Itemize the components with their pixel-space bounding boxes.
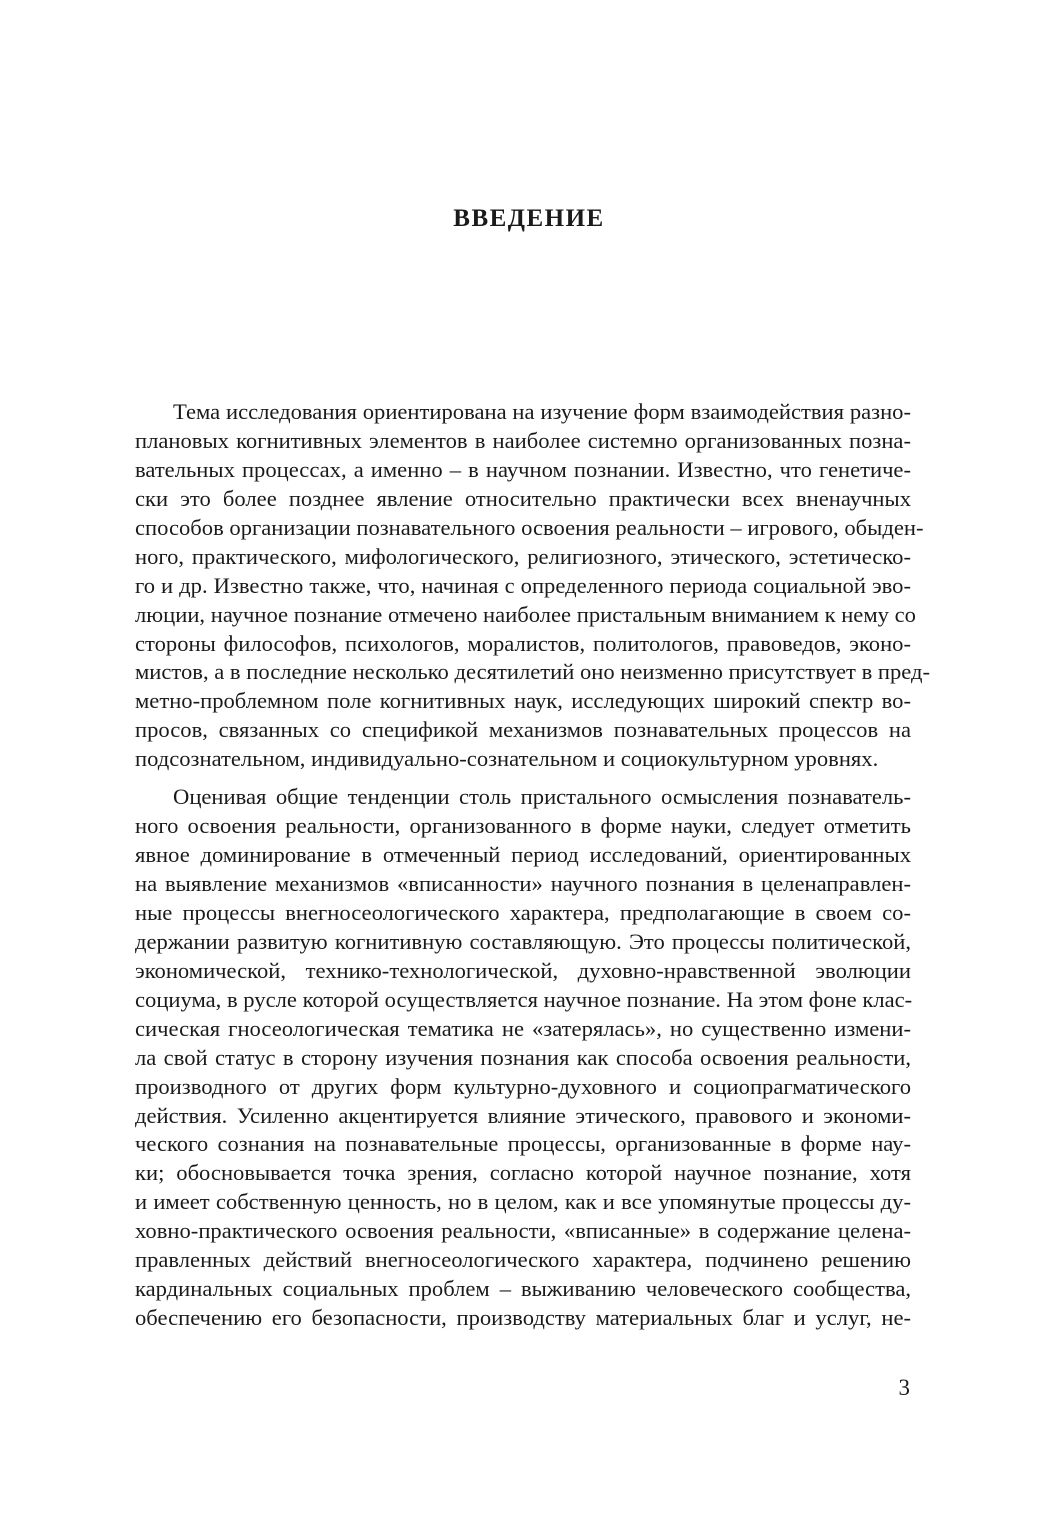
paragraph-1 bbox=[135, 398, 931, 774]
text-line: держании развитую когнитивную составляющую. Это процессы политической, bbox=[135, 928, 911, 954]
text-line: го и др. Известно также, что, начиная с определенного периода социальной эво- bbox=[135, 572, 911, 598]
text-line: вательных процессах, а именно – в научном познании. Известно, что генетиче- bbox=[135, 456, 911, 482]
text-line: ного освоения реальности, организованного в форме науки, следует отметить bbox=[135, 813, 911, 839]
text-line: производного от других форм культурно-духовного и социопрагматического bbox=[135, 1073, 911, 1099]
text-line: ла свой статус в сторону изучения познания как способа освоения реальности, bbox=[135, 1044, 911, 1070]
page-title: ВВЕДЕНИЕ bbox=[453, 205, 605, 232]
text-line: подсознательном, индивидуально-сознательном и социокультурном уровнях. bbox=[135, 746, 879, 772]
text-line: ческого сознания на познавательные процессы, организованные в форме нау- bbox=[135, 1131, 911, 1157]
text-line: ного, практического, мифологического, религиозного, этического, эстетическо- bbox=[135, 543, 911, 569]
text-line: действия. Усиленно акцентируется влияние этического, правового и экономи- bbox=[135, 1102, 911, 1128]
body-text bbox=[135, 398, 931, 1333]
text-line: просов, связанных со спецификой механизмов познавательных процессов на bbox=[135, 717, 911, 743]
text-line: сическая гносеологическая тематика не «затерялась», но существенно измени- bbox=[135, 1015, 911, 1041]
text-line: стороны философов, психологов, моралистов, политологов, правоведов, эконо- bbox=[135, 630, 911, 656]
text-line: мистов, а в последние несколько десятилетий оно неизменно присутствует в пред- bbox=[135, 659, 931, 685]
text-line: люции, научное познание отмечено наиболее пристальным вниманием к нему со bbox=[135, 601, 916, 627]
text-line: обеспечению его безопасности, производству материальных благ и услуг, не- bbox=[135, 1305, 911, 1331]
text-line: ные процессы внегносеологического характера, предполагающие в своем со- bbox=[135, 899, 911, 925]
text-line: плановых когнитивных элементов в наиболее системно организованных позна- bbox=[135, 427, 911, 453]
text-line: правленных действий внегносеологического характера, подчинено решению bbox=[135, 1247, 911, 1273]
text-line: ховно-практического освоения реальности, «вписанные» в содержание целена- bbox=[135, 1218, 911, 1244]
text-line: метно-проблемном поле когнитивных наук, исследующих широкий спектр во- bbox=[135, 688, 911, 714]
text-line: явное доминирование в отмеченный период исследований, ориентированных bbox=[135, 842, 911, 868]
text-line: и имеет собственную ценность, но в целом, как и все упомянутые процессы ду- bbox=[135, 1189, 911, 1215]
page-number: 3 bbox=[898, 1375, 910, 1400]
text-line: Оценивая общие тенденции столь пристального осмысления познаватель- bbox=[173, 784, 911, 810]
paragraph-2 bbox=[135, 783, 911, 1333]
text-line: на выявление механизмов «вписанности» научного познания в целенаправлен- bbox=[135, 871, 911, 896]
text-line: Тема исследования ориентирована на изучение форм взаимодействия разно- bbox=[173, 399, 911, 424]
text-line: экономической, технико-технологической, духовно-нравственной эволюции bbox=[135, 957, 911, 983]
text-line: способов организации познавательного освоения реальности – игрового, обыден- bbox=[135, 514, 924, 540]
text-line: ски это более позднее явление относительно практически всех вненаучных bbox=[135, 485, 911, 511]
text-line: ки; обосновывается точка зрения, согласно которой научное познание, хотя bbox=[135, 1160, 911, 1186]
text-line: кардинальных социальных проблем – выживанию человеческого сообщества, bbox=[135, 1276, 911, 1302]
text-line: социума, в русле которой осуществляется научное познание. На этом фоне клас- bbox=[135, 986, 913, 1012]
